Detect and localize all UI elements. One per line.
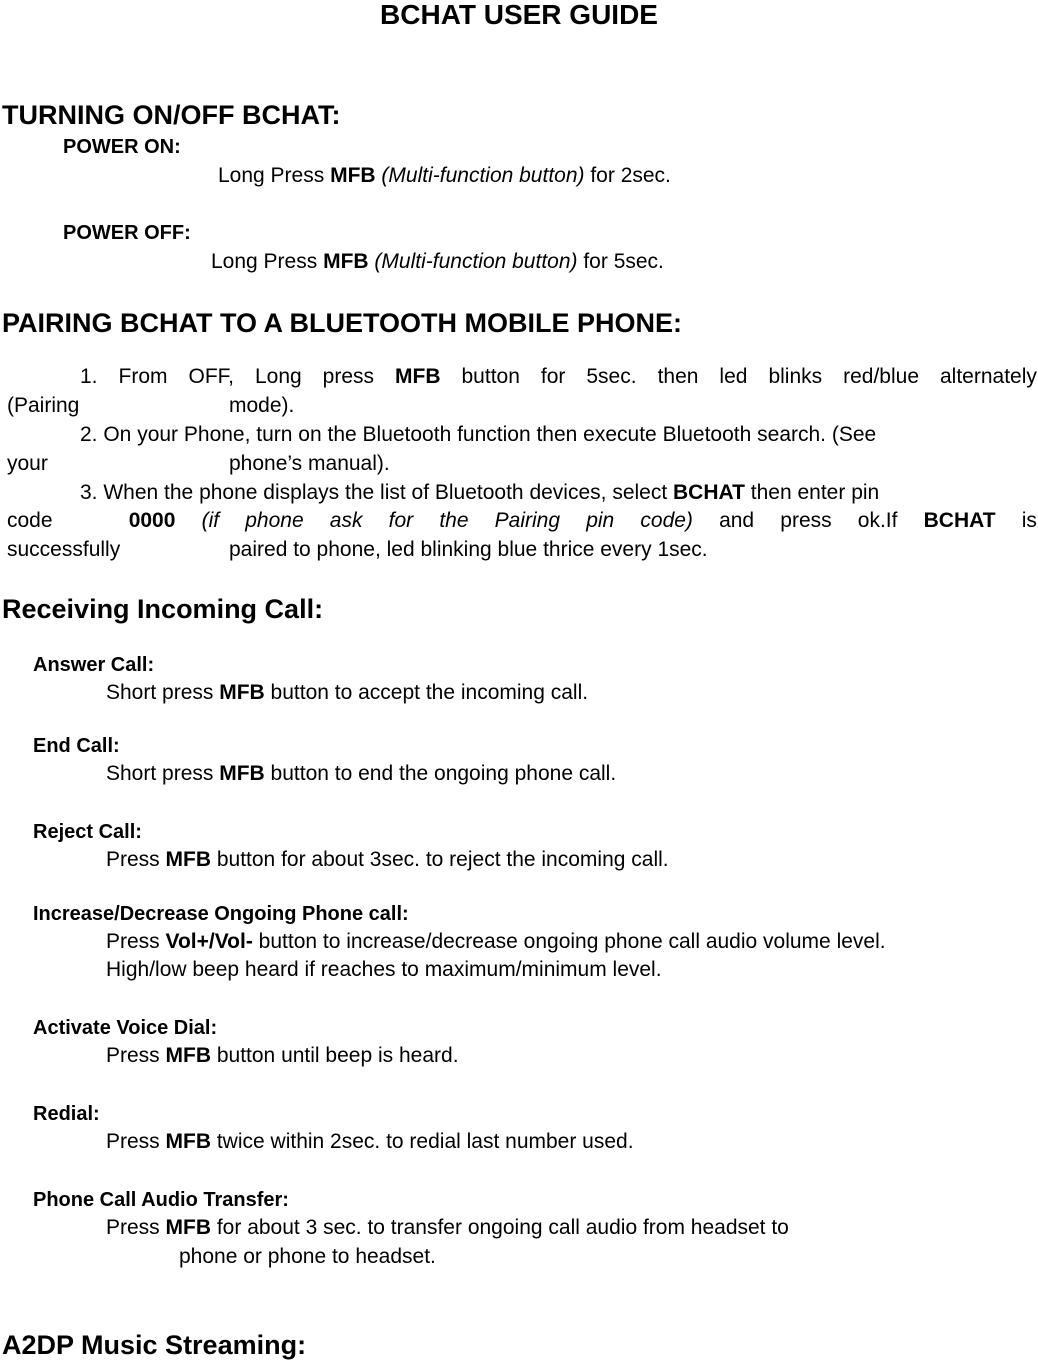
end-call-label: End Call: bbox=[33, 735, 120, 757]
power-on-instruction: Long Press MFB (Multi-function button) for 2sec. bbox=[218, 164, 671, 187]
section-heading-pairing: PAIRING BCHAT TO A BLUETOOTH MOBILE PHONE: bbox=[2, 308, 682, 338]
audio-transfer-instruction-line-2: phone or phone to headset. bbox=[179, 1245, 436, 1268]
volume-control-instruction-line-2: High/low beep heard if reaches to maximum/minimum level. bbox=[106, 958, 662, 981]
audio-transfer-instruction: Press MFB for about 3 sec. to transfer ongoing call audio from headset to bbox=[106, 1216, 789, 1239]
pairing-step-3-line-2: code 0000 (if phone ask for the Pairing pin code) and press ok.If BCHAT is bbox=[7, 509, 1037, 532]
end-call-instruction: Short press MFB button to end the ongoing phone call. bbox=[106, 762, 617, 785]
section-heading-incoming-call: Receiving Incoming Call: bbox=[2, 594, 324, 624]
mfb-key-text: MFB bbox=[323, 250, 369, 273]
section-heading-power: TURNING ON/OFF BCHAT: bbox=[2, 100, 341, 130]
pairing-step-3-line-1: 3. When the phone displays the list of Bluetooth devices, select BCHAT then enter pin bbox=[80, 481, 880, 504]
power-off-instruction: Long Press MFB (Multi-function button) for 5sec. bbox=[211, 250, 664, 273]
pairing-step-2-line-1: 2. On your Phone, turn on the Bluetooth function then execute Bluetooth search. (See bbox=[80, 423, 877, 446]
volume-control-instruction: Press Vol+/Vol- button to increase/decrease ongoing phone call audio volume level. bbox=[106, 930, 886, 953]
pairing-step-1-line-2: (Pairing mode). bbox=[7, 394, 295, 417]
page-title: BCHAT USER GUIDE bbox=[380, 0, 658, 30]
pairing-step-2-line-2: your phone’s manual). bbox=[7, 452, 390, 475]
audio-transfer-label: Phone Call Audio Transfer: bbox=[33, 1189, 289, 1211]
pairing-step-1-line-1: 1. From OFF, Long press MFB button for 5sec. then led blinks red/blue alternately bbox=[80, 365, 1037, 388]
reject-call-label: Reject Call: bbox=[33, 821, 142, 843]
power-on-label: POWER ON: bbox=[63, 136, 181, 158]
section-heading-a2dp: A2DP Music Streaming: bbox=[2, 1330, 307, 1360]
answer-call-instruction: Short press MFB button to accept the incoming call. bbox=[106, 681, 589, 704]
reject-call-instruction: Press MFB button for about 3sec. to reject the incoming call. bbox=[106, 848, 669, 871]
power-off-label: POWER OFF: bbox=[63, 222, 191, 244]
answer-call-label: Answer Call: bbox=[33, 654, 155, 676]
pairing-step-3-line-3: successfully paired to phone, led blinking blue thrice every 1sec. bbox=[7, 538, 708, 561]
mfb-key-text: MFB bbox=[330, 164, 376, 187]
voice-dial-label: Activate Voice Dial: bbox=[33, 1017, 218, 1039]
redial-instruction: Press MFB twice within 2sec. to redial last number used. bbox=[106, 1130, 634, 1153]
volume-control-label: Increase/Decrease Ongoing Phone call: bbox=[33, 903, 409, 925]
redial-label: Redial: bbox=[33, 1103, 100, 1125]
voice-dial-instruction: Press MFB button until beep is heard. bbox=[106, 1044, 459, 1067]
